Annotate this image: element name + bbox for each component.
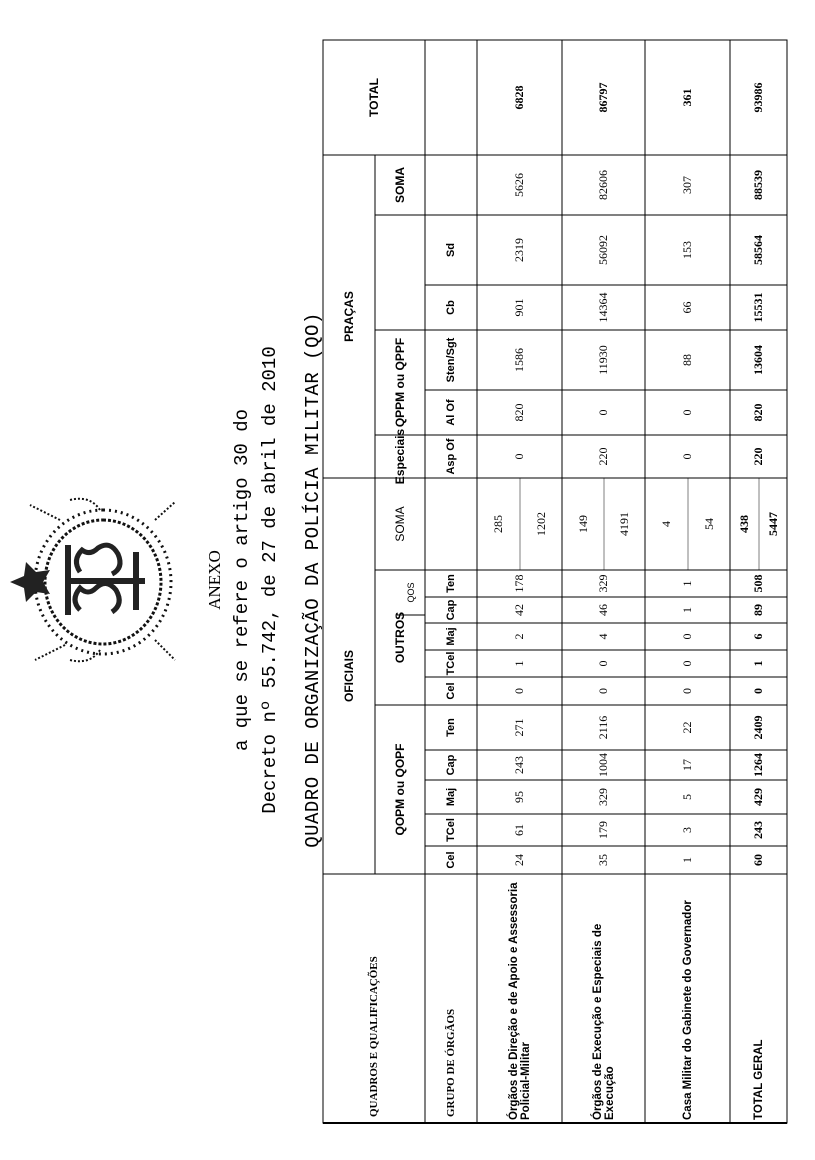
- cell-tcel: 61: [512, 824, 526, 836]
- cell-alof: 0: [596, 409, 610, 416]
- col-outros-cap: Cap: [445, 599, 457, 621]
- cell-total: 93986: [751, 82, 765, 113]
- cell-tcel: 3: [680, 827, 694, 833]
- cell-cap: 1004: [596, 753, 610, 777]
- col-outros-ten: Ten: [445, 574, 457, 593]
- col-outros-cel: Cel: [445, 682, 457, 700]
- cell-asp: 0: [512, 453, 526, 460]
- outros-header: OUTROS: [393, 611, 407, 664]
- pracas-header: PRAÇAS: [342, 291, 356, 342]
- cell-o-cap: 89: [751, 604, 765, 616]
- cell-alof: 820: [751, 403, 765, 422]
- row-label: TOTAL GERAL: [752, 1039, 765, 1120]
- col-outros-maj: Maj: [445, 627, 457, 646]
- soma-pracas-header: SOMA: [393, 167, 407, 203]
- cell-soma-pr: 307: [680, 176, 694, 194]
- cell-soma-pr: 5626: [512, 173, 526, 197]
- col-sd: Sd: [445, 242, 457, 258]
- cell-o-cel: 0: [680, 688, 694, 694]
- total-header: TOTAL: [367, 78, 381, 117]
- cell-alof: 820: [512, 403, 526, 422]
- row-label: Órgãos de Execução e Especiais de Execução: [591, 923, 616, 1120]
- cell-sten: 11930: [596, 345, 610, 375]
- annex-label: ANEXO: [205, 550, 224, 610]
- cell-cb: 14364: [596, 292, 610, 323]
- cell-total: 361: [680, 88, 694, 107]
- cell-o-maj: 6: [751, 633, 765, 640]
- cell-o-qos: 4: [659, 521, 673, 527]
- cell-o-qos: 285: [491, 515, 505, 533]
- col-outros-tcel: TCel: [445, 651, 457, 676]
- cell-sten: 13604: [751, 345, 765, 375]
- soma-oficiais-header: SOMA: [393, 506, 407, 542]
- cell-cb: 15531: [751, 292, 765, 323]
- cell-o-tcel: 1: [512, 660, 526, 667]
- cell-o-cap: 46: [596, 604, 610, 616]
- cell-asp: 220: [751, 447, 765, 466]
- cell-maj: 429: [751, 788, 765, 806]
- cell-o-ten: 178: [512, 574, 526, 593]
- especiais-header: Especiais: [393, 428, 407, 485]
- cell-o-qos: 438: [737, 515, 751, 533]
- cell-o-tcel: 0: [680, 660, 694, 667]
- col-tcel: TCel: [445, 818, 457, 842]
- col-cap: Cap: [445, 754, 457, 776]
- row-label: Casa Militar do Gabinete do Governador: [681, 900, 694, 1120]
- cell-cel: 35: [596, 854, 610, 866]
- cell-sd: 2319: [512, 238, 526, 262]
- cell-o-ten: 1: [680, 580, 694, 587]
- cell-ten: 271: [512, 718, 526, 737]
- cell-ten: 22: [680, 721, 694, 734]
- col-al-of: Al Of: [445, 399, 457, 426]
- cell-sten: 1586: [512, 348, 526, 372]
- cell-maj: 95: [512, 791, 526, 803]
- corner-grupo-label: GRUPO DE ÓRGÃOS: [445, 1008, 457, 1117]
- cell-total: 6828: [512, 85, 526, 110]
- cell-soma-of: 5447: [765, 512, 780, 536]
- cell-cap: 243: [512, 756, 526, 774]
- cell-sd: 153: [680, 241, 694, 259]
- corner-quadros-label: QUADROS E QUALIFICAÇÕES: [368, 956, 380, 1117]
- cell-ten: 2409: [751, 715, 765, 740]
- cell-cb: 66: [680, 301, 694, 314]
- cell-o-ten: 508: [751, 574, 765, 593]
- col-maj: Maj: [445, 787, 457, 807]
- cell-cb: 901: [512, 298, 526, 317]
- cell-o-ten: 329: [596, 574, 610, 593]
- table-title: QUADRO DE ORGANIZAÇÃO DA POLÍCIA MILITAR (QO): [302, 312, 324, 848]
- row-label: Órgãos de Direção e de Apoio e Assessoria Policial-Militar: [507, 882, 532, 1120]
- cell-o-cel: 0: [596, 688, 610, 694]
- cell-cel: 60: [751, 854, 765, 866]
- cell-soma-of: 4191: [617, 512, 631, 536]
- cell-o-tcel: 0: [596, 660, 610, 667]
- qppm-header: QPPM ou QPPF: [393, 337, 407, 428]
- cell-sten: 88: [680, 354, 694, 366]
- reference-line: a que se refere o artigo 30 do: [231, 408, 253, 752]
- cell-o-cap: 1: [680, 607, 694, 613]
- col-cb: Cb: [445, 300, 457, 315]
- cell-sd: 58564: [751, 235, 765, 265]
- cell-asp: 0: [680, 453, 694, 460]
- cell-maj: 329: [596, 788, 610, 806]
- cell-o-cap: 42: [512, 604, 526, 616]
- cell-o-cel: 0: [751, 688, 765, 694]
- cell-ten: 2116: [596, 715, 610, 740]
- cell-soma-of: 1202: [533, 512, 548, 536]
- cell-soma-of: 54: [701, 518, 716, 530]
- cell-sd: 56092: [596, 235, 610, 265]
- cell-tcel: 243: [751, 821, 765, 839]
- decree-line: Decreto nº 55.742, de 27 de abril de 2010: [259, 346, 281, 814]
- col-ten: Ten: [445, 718, 457, 737]
- col-asp-of: Asp Of: [445, 438, 457, 475]
- cell-total: 86797: [596, 82, 610, 113]
- cell-cap: 17: [680, 759, 694, 771]
- cell-maj: 5: [680, 794, 694, 800]
- cell-cel: 1: [680, 857, 694, 863]
- cell-cel: 24: [512, 854, 526, 866]
- cell-o-tcel: 1: [751, 660, 765, 667]
- cell-o-maj: 2: [512, 633, 526, 640]
- col-cel: Cel: [445, 851, 457, 869]
- col-qos: QOS: [406, 582, 416, 603]
- cell-o-qos: 149: [575, 515, 590, 533]
- cell-o-maj: 0: [680, 633, 694, 640]
- cell-soma-pr: 82606: [596, 170, 610, 200]
- cell-cap: 1264: [751, 753, 765, 777]
- cell-o-maj: 4: [596, 633, 610, 640]
- qopm-header: QOPM ou QOPF: [393, 743, 407, 836]
- cell-tcel: 179: [596, 821, 610, 839]
- cell-o-cel: 0: [512, 688, 526, 694]
- oficiais-header: OFICIAIS: [342, 650, 356, 703]
- cell-alof: 0: [680, 409, 694, 416]
- cell-asp: 220: [596, 447, 610, 466]
- cell-soma-pr: 88539: [751, 170, 765, 200]
- col-sten-sgt: Sten/Sgt: [445, 337, 457, 383]
